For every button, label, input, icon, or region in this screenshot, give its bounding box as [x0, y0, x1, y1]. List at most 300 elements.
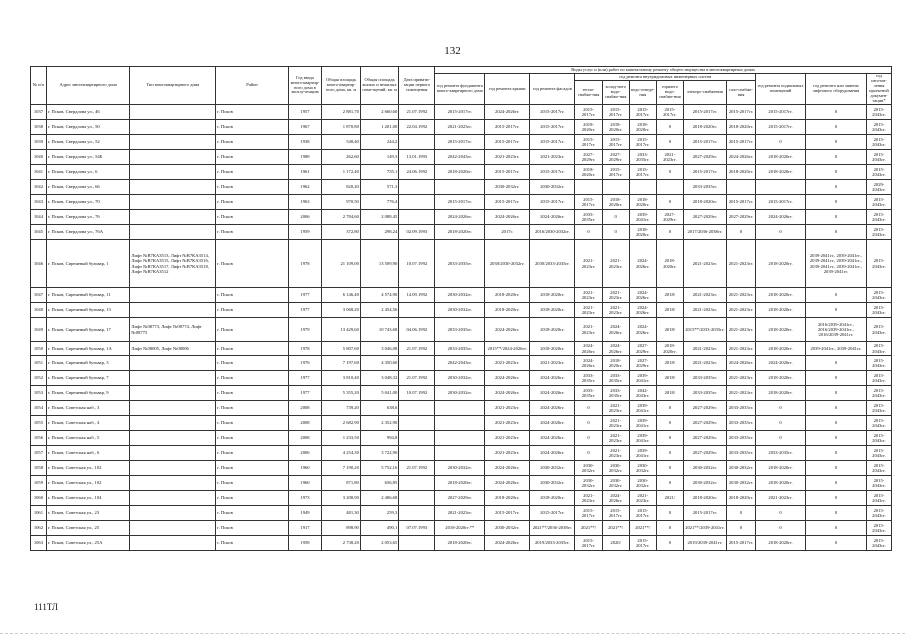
- cell-cold-water: 2033-2035гг.: [602, 386, 629, 401]
- capital-repair-table: [30, 66, 892, 551]
- cell-foundation: [435, 401, 485, 416]
- header-district: Район: [216, 67, 288, 105]
- cell-sewer: 2018-2020гг.: [629, 195, 656, 210]
- cell-area-total: 7 190,20: [322, 461, 360, 476]
- cell-address: г. Псков, Сиреневый бульвар, 11: [46, 288, 130, 303]
- cell-sewer: 2024-2026гг.: [629, 303, 656, 318]
- cell-privatization: 22.04.1992: [399, 120, 435, 135]
- cell-heat: 2021-2023гг.: [575, 303, 602, 318]
- cell-foundation: 2024-2026гг.: [435, 210, 485, 225]
- cell-cold-water: 2021-2023гг.: [602, 288, 629, 303]
- cell-district: г. Псков: [216, 386, 288, 401]
- cell-district: г. Псков: [216, 318, 288, 342]
- cell-address: г. Псков, Сиреневый бульвар, 9: [46, 386, 130, 401]
- cell-roof: 2021-2023гг.: [485, 356, 530, 371]
- cell-privatization: [399, 356, 435, 371]
- cell-elevator: 0: [805, 521, 866, 536]
- cell-basement: 2024-2026гг.: [756, 210, 806, 225]
- cell-area-total: 871,80: [322, 476, 360, 491]
- cell-electric: 2021**/2039-2041гг.: [683, 521, 726, 536]
- cell-sewer: 2039-2041гг.: [629, 371, 656, 386]
- cell-privatization: 13.01.1993: [399, 150, 435, 165]
- cell-cold-water: 2021-2023гг.: [602, 401, 629, 416]
- cell-foundation: 2033-2035гг.: [435, 318, 485, 342]
- cell-roof: 2021-2023гг.: [485, 446, 530, 461]
- cell-cold-water: 2021-2023гг.: [602, 416, 629, 431]
- cell-type: [130, 521, 216, 536]
- cell-gas: 2021-2023гг.: [726, 288, 755, 303]
- cell-num: 1062: [31, 521, 47, 536]
- cell-docs: 2015-2043гг.: [866, 536, 891, 551]
- cell-docs: 2015-2043гг.: [866, 521, 891, 536]
- header-electric: электро-снабжения: [683, 81, 726, 105]
- cell-district: г. Псков: [216, 150, 288, 165]
- cell-num: 1037: [31, 105, 47, 120]
- cell-area-total: 2 738,20: [322, 536, 360, 551]
- cell-basement: 2018-2020гг.: [756, 318, 806, 342]
- cell-hot-water: 2021-2023гг.: [656, 150, 683, 165]
- cell-roof: 2018-2020гг.: [485, 303, 530, 318]
- cell-num: 1054: [31, 401, 47, 416]
- cell-docs: 2015-2043гг.: [866, 431, 891, 446]
- cell-privatization: [399, 506, 435, 521]
- cell-cold-water: 2018-2020гг.: [602, 120, 629, 135]
- cell-basement: 0: [756, 431, 806, 446]
- cell-roof: 2024-2026гг.: [485, 386, 530, 401]
- cell-docs: 2015-2043гг.: [866, 386, 891, 401]
- cell-cold-water: 0: [602, 225, 629, 240]
- cell-hot-water: [656, 180, 683, 195]
- cell-address: г. Псков, Свердлова ул., 52: [46, 135, 130, 150]
- cell-hot-water: 0: [656, 521, 683, 536]
- cell-address: г. Псков, Советская ул., 102: [46, 461, 130, 476]
- table-row: [31, 225, 892, 240]
- cell-num: 1040: [31, 150, 47, 165]
- cell-year: 1917: [288, 521, 322, 536]
- cell-type: [130, 506, 216, 521]
- cell-type: Лифт №В7КА3513, Лифт №В7КА3514, Лифт №В7КА3515, Лифт №В7КА3516, Лифт №В7КА3517, Лифт №В7КА3518, Лифт №В7КА3512: [130, 240, 216, 288]
- cell-facade: 2024-2026гг.: [530, 446, 575, 461]
- cell-privatization: [399, 476, 435, 491]
- scan-edge-line: [0, 633, 905, 634]
- cell-basement: 2015-2017гг.: [756, 195, 806, 210]
- cell-type: [130, 120, 216, 135]
- cell-year: 1973: [288, 491, 322, 506]
- cell-sewer: 2039-2041гг.: [629, 401, 656, 416]
- cell-basement: 2018-2020гг.: [756, 240, 806, 288]
- cell-facade: 2015-2017гг.: [530, 135, 575, 150]
- cell-year: 1978: [288, 342, 322, 356]
- cell-facade: 2016/2030-2032гг.: [530, 225, 575, 240]
- cell-area-total: 7 197,60: [322, 356, 360, 371]
- header-works-group: Виды услуг и (или) работ по капитальному ремонту общего имущества в многоквартирных домах: [435, 67, 892, 74]
- cell-heat: 0: [575, 446, 602, 461]
- cell-roof: 2021-2023гг.: [485, 150, 530, 165]
- cell-roof: 2030/2030-2032гг.: [485, 240, 530, 288]
- cell-privatization: 04.06.1992: [399, 318, 435, 342]
- table-body: [31, 105, 892, 551]
- cell-hot-water: 2018/: [656, 288, 683, 303]
- table-row: [31, 521, 892, 536]
- cell-year: 1988: [288, 150, 322, 165]
- cell-electric: 2018-2020гг.: [683, 120, 726, 135]
- cell-facade: 2021**/2036-2038гг.: [530, 521, 575, 536]
- cell-num: 1049: [31, 318, 47, 342]
- cell-gas: 2021-2023гг.: [726, 303, 755, 318]
- cell-address: г. Псков, Советская ул., 25А: [46, 536, 130, 551]
- cell-heat: 2030-2032гг.: [575, 461, 602, 476]
- cell-sewer: 2018-2020гг.: [629, 225, 656, 240]
- cell-gas: 2033-2035гг.: [726, 431, 755, 446]
- cell-electric: 2027-2029гг.: [683, 416, 726, 431]
- cell-docs: 2015-2043гг.: [866, 303, 891, 318]
- cell-foundation: 2030-2032гг.: [435, 386, 485, 401]
- header-sewer: водо-отведе-ния: [629, 81, 656, 105]
- cell-cold-water: 2024-2026гг.: [602, 491, 629, 506]
- cell-cold-water: 2021-2023гг.: [602, 446, 629, 461]
- cell-docs: 2015-2043гг.: [866, 120, 891, 135]
- cell-docs: 2015-2043гг.: [866, 342, 891, 356]
- cell-address: г. Псков, Советская наб., 4: [46, 416, 130, 431]
- cell-area-total: 739,20: [322, 401, 360, 416]
- cell-sewer: 2030-2032гг.: [629, 476, 656, 491]
- cell-foundation: 2033-2035гг.: [435, 342, 485, 356]
- cell-roof: 2015-2017гг.: [485, 135, 530, 150]
- cell-gas: 2021-2023гг.: [726, 342, 755, 356]
- cell-address: г. Псков, Советская наб., 3: [46, 401, 130, 416]
- cell-cold-water: 2030-2032гг.: [602, 476, 629, 491]
- cell-year: 1977: [288, 303, 322, 318]
- cell-roof: 2017г.: [485, 225, 530, 240]
- cell-sewer: 2024-2026гг.: [629, 240, 656, 288]
- cell-privatization: 21.07.1992: [399, 342, 435, 356]
- cell-facade: 2030-2032гг.: [530, 180, 575, 195]
- cell-gas: 2018-2020гг.: [726, 165, 755, 180]
- table-row: [31, 342, 892, 356]
- cell-foundation: 2030-2032гг.: [435, 461, 485, 476]
- cell-year: 1977: [288, 288, 322, 303]
- cell-electric: 2027-2029гг.: [683, 150, 726, 165]
- table-row: [31, 180, 892, 195]
- cell-gas: 2015-2017гг.: [726, 536, 755, 551]
- table-row: [31, 288, 892, 303]
- cell-basement: 0: [756, 401, 806, 416]
- cell-docs: 2015-2043гг.: [866, 318, 891, 342]
- cell-gas: 2021-2023гг.: [726, 240, 755, 288]
- cell-foundation: [435, 180, 485, 195]
- table-row: [31, 120, 892, 135]
- cell-num: 1053: [31, 386, 47, 401]
- cell-heat: 2033-2035гг.: [575, 210, 602, 225]
- cell-area-total: 1 870,80: [322, 120, 360, 135]
- cell-area-living: 2 660,60: [360, 105, 398, 120]
- cell-gas: 2021-2023гг.: [726, 318, 755, 342]
- cell-area-total: 3 208,90: [322, 491, 360, 506]
- cell-electric: 2021-2023гг.: [683, 288, 726, 303]
- header-docs: год изготов-ления проектной докумен-тации*: [866, 74, 891, 105]
- cell-docs: 2015-2043гг.: [866, 225, 891, 240]
- cell-gas: 0: [726, 506, 755, 521]
- cell-gas: 2033-2035гг.: [726, 446, 755, 461]
- cell-hot-water: 2021/: [656, 491, 683, 506]
- cell-year: 1963: [288, 195, 322, 210]
- cell-sewer: 2021**/: [629, 521, 656, 536]
- cell-roof: 2030-2032гг.: [485, 180, 530, 195]
- cell-sewer: 2027-2029гг.: [629, 342, 656, 356]
- cell-district: г. Псков: [216, 210, 288, 225]
- cell-gas: 2018-2020гг.: [726, 491, 755, 506]
- cell-address: г. Псков, Советская ул., 102: [46, 476, 130, 491]
- cell-gas: 2033-2035гг.: [726, 401, 755, 416]
- cell-gas: 2015-2017гг.: [726, 195, 755, 210]
- cell-address: г. Псков, Свердлова ул., 54Б: [46, 150, 130, 165]
- cell-heat: [575, 180, 602, 195]
- cell-roof: 2024-2026гг.: [485, 536, 530, 551]
- cell-district: г. Псков: [216, 536, 288, 551]
- cell-roof: 2015**/2024-2026гг.: [485, 342, 530, 356]
- cell-foundation: 2015-2017гг.: [435, 105, 485, 120]
- cell-year: 2008: [288, 401, 322, 416]
- cell-heat: 2030-2032гг.: [575, 476, 602, 491]
- cell-type: [130, 105, 216, 120]
- cell-elevator: 0: [805, 165, 866, 180]
- cell-num: 1048: [31, 303, 47, 318]
- cell-foundation: 2018-2020гг.: [435, 476, 485, 491]
- cell-hot-water: 0: [656, 461, 683, 476]
- cell-privatization: [399, 431, 435, 446]
- cell-basement: 2021-2023гг.: [756, 491, 806, 506]
- cell-num: 1043: [31, 195, 47, 210]
- cell-district: г. Псков: [216, 120, 288, 135]
- cell-address: г. Псков, Советская ул., 104: [46, 491, 130, 506]
- cell-cold-water: 2033-2035гг.: [602, 371, 629, 386]
- header-roof: год ремонта крыши: [485, 74, 530, 105]
- page-number: 132: [444, 45, 461, 57]
- cell-area-living: 994,8: [360, 431, 398, 446]
- cell-hot-water: 0: [656, 195, 683, 210]
- cell-foundation: 2021-2023гг.: [435, 506, 485, 521]
- cell-electric: 2030-2032гг.: [683, 461, 726, 476]
- cell-year: 1976: [288, 356, 322, 371]
- cell-district: г. Псков: [216, 195, 288, 210]
- cell-basement: 0: [756, 416, 806, 431]
- cell-privatization: 21.07.1992: [399, 105, 435, 120]
- cell-district: г. Псков: [216, 401, 288, 416]
- cell-basement: 0: [756, 506, 806, 521]
- cell-num: 1056: [31, 431, 47, 446]
- cell-basement: 2018-2020гг.: [756, 536, 806, 551]
- cell-hot-water: 0: [656, 476, 683, 491]
- cell-electric: 2015**/2033-2035гг.: [683, 318, 726, 342]
- cell-hot-water: 0: [656, 446, 683, 461]
- cell-foundation: 2030-2032гг.: [435, 303, 485, 318]
- header-year: Год ввода много-квартир-ного дома в эксплу-атацию: [288, 67, 322, 105]
- header-address: Адрес многоквартирного дома: [46, 67, 130, 105]
- cell-docs: 2015-2043гг.: [866, 461, 891, 476]
- cell-num: 1052: [31, 371, 47, 386]
- footer-code: 111ТЛ: [34, 602, 58, 612]
- cell-address: г. Псков, Сиреневый бульвар, 1: [46, 240, 130, 288]
- cell-hot-water: 0: [656, 165, 683, 180]
- cell-sewer: 2015-2017гг.: [629, 165, 656, 180]
- cell-docs: 2015-2043гг.: [866, 240, 891, 288]
- cell-docs: 2015-2043гг.: [866, 288, 891, 303]
- cell-docs: 2015-2043гг.: [866, 401, 891, 416]
- cell-district: г. Псков: [216, 165, 288, 180]
- cell-num: 1046: [31, 240, 47, 288]
- cell-hot-water: 2027-2029гг.: [656, 210, 683, 225]
- table-row: [31, 536, 892, 551]
- cell-gas: 2024-2026гг.: [726, 356, 755, 371]
- header-area-living: Общая площадь жилых и нежилых поме-щений, кв. м: [360, 67, 398, 105]
- cell-cold-water: 2020/: [602, 536, 629, 551]
- cell-sewer: 2030-2032гг.: [629, 461, 656, 476]
- cell-facade: 2019/2033-2035гг.: [530, 536, 575, 551]
- cell-sewer: 2024-2026гг.: [629, 288, 656, 303]
- cell-area-total: 970,50: [322, 195, 360, 210]
- cell-year: 1977: [288, 386, 322, 401]
- cell-cold-water: 2021**/: [602, 521, 629, 536]
- cell-docs: 2015-2043гг.: [866, 356, 891, 371]
- cell-year: 1962: [288, 180, 322, 195]
- cell-hot-water: 0: [656, 401, 683, 416]
- cell-num: 1050: [31, 342, 47, 356]
- cell-privatization: [399, 491, 435, 506]
- cell-year: 1960: [288, 476, 322, 491]
- cell-roof: 2024-2026гг.: [485, 461, 530, 476]
- table-row: [31, 476, 892, 491]
- cell-elevator: 0: [805, 288, 866, 303]
- cell-heat: 0: [575, 401, 602, 416]
- cell-privatization: [399, 416, 435, 431]
- cell-heat: 2021**/: [575, 521, 602, 536]
- cell-elevator: 0: [805, 506, 866, 521]
- cell-facade: 2024-2026гг.: [530, 371, 575, 386]
- cell-cold-water: 2021-2023гг.: [602, 240, 629, 288]
- cell-roof: 2024-2026гг.: [485, 105, 530, 120]
- cell-privatization: 07.07.1993: [399, 521, 435, 536]
- cell-privatization: [399, 180, 435, 195]
- cell-address: г. Псков, Свердлова ул., 50: [46, 120, 130, 135]
- cell-heat: 2021-2023гг.: [575, 318, 602, 342]
- cell-type: [130, 491, 216, 506]
- cell-roof: 2021-2023гг.: [485, 416, 530, 431]
- cell-electric: 2015-2017гг.: [683, 165, 726, 180]
- cell-facade: 2021-2023гг.: [530, 150, 575, 165]
- cell-hot-water: 0: [656, 431, 683, 446]
- cell-area-living: 3 046,08: [360, 342, 398, 356]
- cell-area-total: 3 810,40: [322, 371, 360, 386]
- cell-cold-water: 2015-2017гг.: [602, 165, 629, 180]
- cell-district: г. Псков: [216, 303, 288, 318]
- cell-district: г. Псков: [216, 476, 288, 491]
- cell-facade: 2018-2020гг.: [530, 318, 575, 342]
- cell-foundation: 2018-2020гг.: [435, 225, 485, 240]
- cell-roof: 2024-2026гг.: [485, 210, 530, 225]
- header-area-total: Общая площадь много-квартир-ного дома, кв. м: [322, 67, 360, 105]
- table-header: [31, 67, 892, 105]
- cell-docs: 2015-2043гг.: [866, 506, 891, 521]
- cell-docs: 2015-2043гг.: [866, 476, 891, 491]
- cell-area-living: 5 752,16: [360, 461, 398, 476]
- cell-area-living: 490,1: [360, 521, 398, 536]
- header-facade: год ремонта фасадов: [530, 74, 575, 105]
- cell-area-living: 13 509,90: [360, 240, 398, 288]
- cell-district: г. Псков: [216, 431, 288, 446]
- cell-year: 1959: [288, 225, 322, 240]
- cell-year: 1938: [288, 135, 322, 150]
- cell-sewer: 2039-2041гг.: [629, 431, 656, 446]
- cell-type: [130, 446, 216, 461]
- cell-elevator: 0: [805, 461, 866, 476]
- cell-roof: 2021-2023гг.: [485, 431, 530, 446]
- table-row: [31, 461, 892, 476]
- cell-roof: 2030-2032гг.: [485, 521, 530, 536]
- cell-elevator: 0: [805, 371, 866, 386]
- cell-gas: 2015-2017гг.: [726, 105, 755, 120]
- cell-num: 1045: [31, 225, 47, 240]
- cell-cold-water: 2018-2020гг.: [602, 356, 629, 371]
- cell-cold-water: 0: [602, 210, 629, 225]
- cell-electric: 2018-2020гг.: [683, 195, 726, 210]
- cell-roof: 2024-2026гг.: [485, 318, 530, 342]
- cell-facade: 2015-2017гг.: [530, 120, 575, 135]
- table-row: [31, 386, 892, 401]
- cell-elevator: 0: [805, 416, 866, 431]
- cell-type: [130, 461, 216, 476]
- cell-type: [130, 195, 216, 210]
- cell-district: г. Псков: [216, 225, 288, 240]
- cell-num: 1039: [31, 135, 47, 150]
- cell-facade: 2015-2017гг.: [530, 165, 575, 180]
- cell-basement: 2018-2020гг.: [756, 288, 806, 303]
- cell-district: г. Псков: [216, 288, 288, 303]
- cell-privatization: [399, 303, 435, 318]
- cell-gas: 2018-2020гг.: [726, 120, 755, 135]
- cell-docs: 2029-2043гг.: [866, 180, 891, 195]
- cell-electric: 2033-2035гг.: [683, 371, 726, 386]
- cell-basement: 0: [756, 225, 806, 240]
- table-row: [31, 150, 892, 165]
- cell-area-living: 2 406,68: [360, 491, 398, 506]
- cell-basement: 0: [756, 135, 806, 150]
- cell-type: [130, 180, 216, 195]
- cell-area-living: 2 352,90: [360, 416, 398, 431]
- cell-sewer: 2015-2017гг.: [629, 506, 656, 521]
- header-foundation: год ремонта фундамента много-квартирного дома: [435, 74, 485, 105]
- cell-district: г. Псков: [216, 371, 288, 386]
- capital-repair-table-wrapper: [30, 66, 892, 551]
- cell-foundation: 2015-2017гг.: [435, 195, 485, 210]
- table-row: [31, 318, 892, 342]
- cell-basement: 2015-2017гг.: [756, 105, 806, 120]
- cell-year: 1958: [288, 536, 322, 551]
- cell-cold-water: 2024-2026гг.: [602, 342, 629, 356]
- cell-foundation: 2021-2023гг.: [435, 120, 485, 135]
- cell-elevator: 0: [805, 491, 866, 506]
- cell-hot-water: 2018/: [656, 303, 683, 318]
- cell-type: [130, 225, 216, 240]
- cell-area-total: 5 807,60: [322, 342, 360, 356]
- cell-facade: 2030/2033-2035гг.: [530, 240, 575, 288]
- table-row: [31, 303, 892, 318]
- cell-gas: 2030-2032гг.: [726, 461, 755, 476]
- cell-year: 1957: [288, 105, 322, 120]
- table-row: [31, 356, 892, 371]
- cell-gas: 2033-2035гг.: [726, 416, 755, 431]
- cell-foundation: [435, 446, 485, 461]
- cell-electric: 2015-2017гг.: [683, 105, 726, 120]
